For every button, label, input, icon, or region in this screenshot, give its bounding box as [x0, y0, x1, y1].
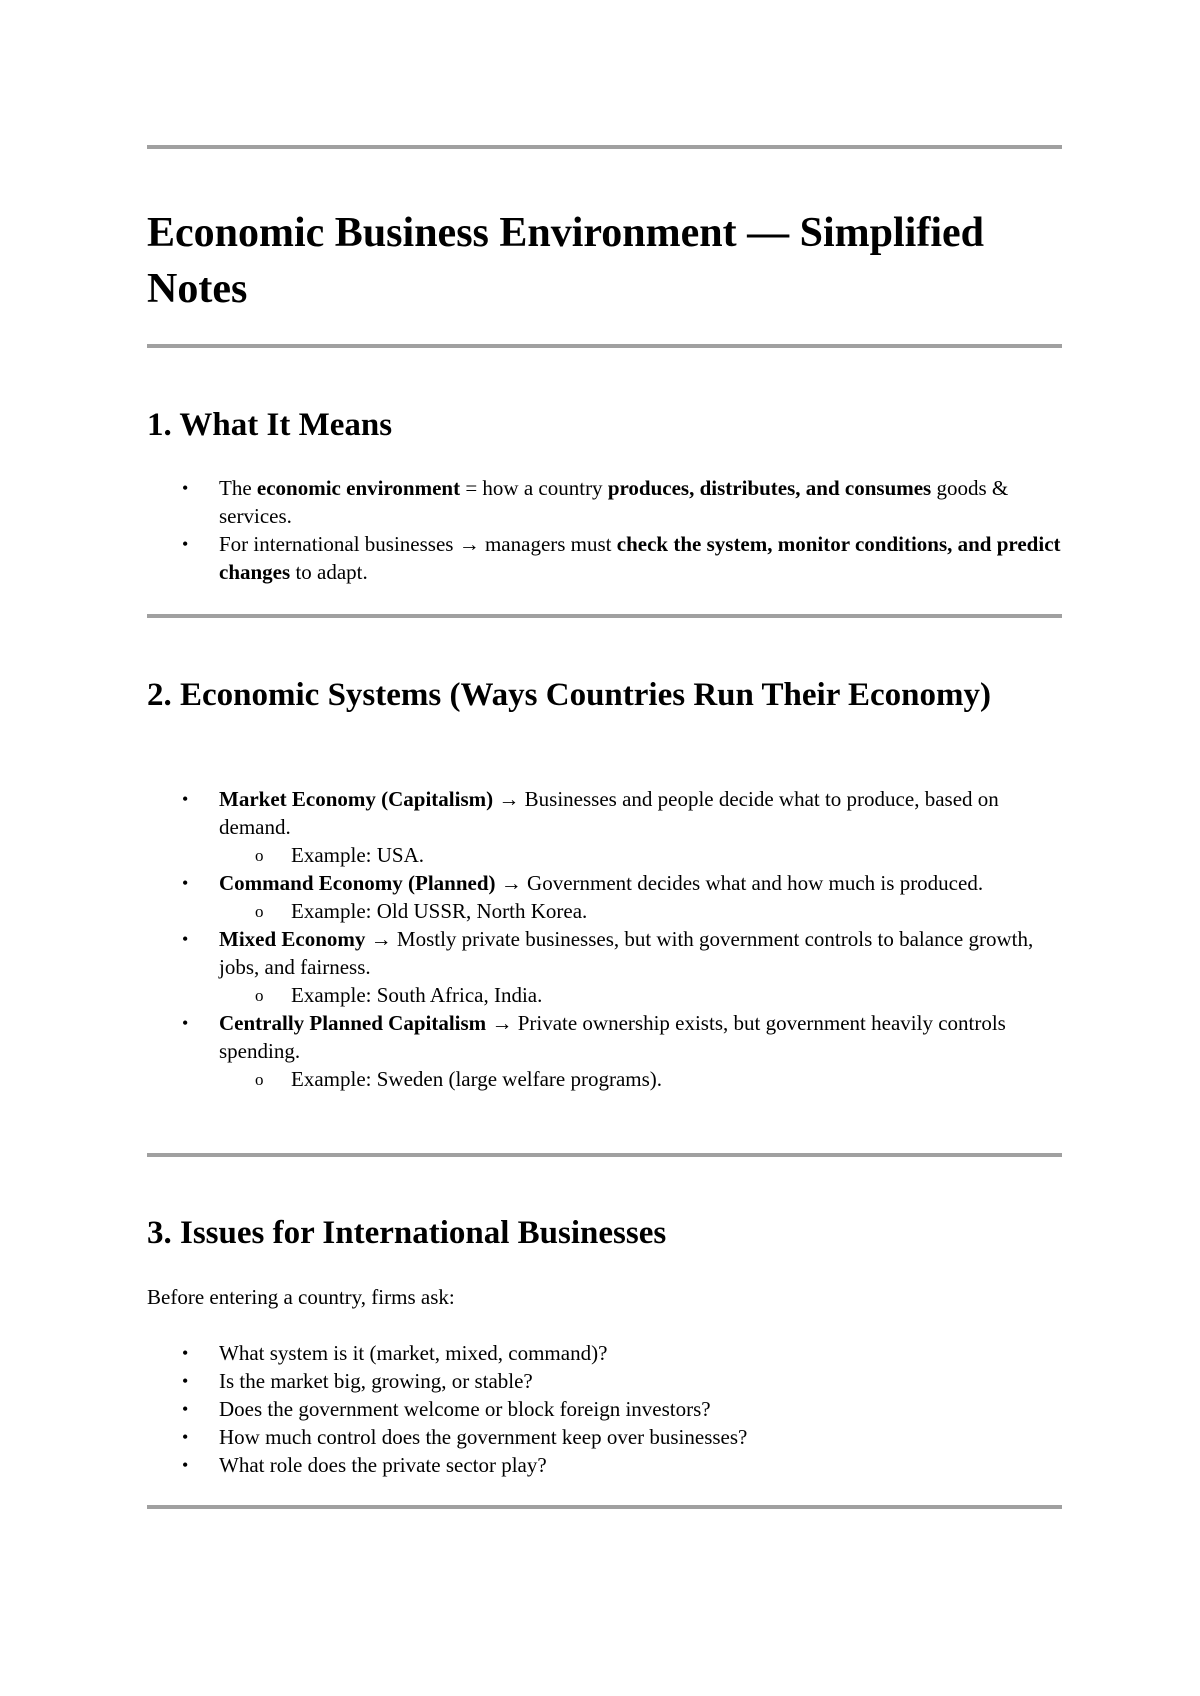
economy-term: Mixed Economy	[219, 927, 366, 951]
list-item	[147, 785, 1062, 869]
section-heading-issues: 3. Issues for International Businesses	[147, 1215, 667, 1251]
example-text: Example: South Africa, India.	[291, 983, 543, 1007]
bullet-icon: •	[182, 1371, 189, 1391]
example-item	[219, 841, 1062, 869]
bullet-icon: •	[182, 1343, 189, 1363]
economic-systems-list	[147, 785, 1062, 1093]
example-text: Example: Sweden (large welfare programs).	[291, 1067, 663, 1091]
list-item	[147, 1451, 1062, 1479]
example-text: Example: Old USSR, North Korea.	[291, 899, 588, 923]
list-item	[147, 530, 1062, 586]
bullet-icon: •	[182, 478, 189, 498]
bullet-icon: •	[182, 873, 189, 893]
issues-intro: Before entering a country, firms ask:	[147, 1285, 455, 1309]
section-heading-what-it-means: 1. What It Means	[147, 407, 393, 443]
question-text: What role does the private sector play?	[219, 1453, 547, 1477]
bullet-icon: •	[182, 929, 189, 949]
bullet-icon: •	[182, 789, 189, 809]
economy-description: → Businesses and people decide what to produce, based on demand.	[219, 787, 999, 839]
bullet-icon: •	[182, 1427, 189, 1447]
horizontal-rule	[147, 145, 1062, 149]
bullet-icon: •	[182, 1013, 189, 1033]
sub-bullet-icon: o	[255, 1070, 264, 1089]
bullet-icon: •	[182, 1455, 189, 1475]
list-item	[147, 474, 1062, 530]
economy-term: Centrally Planned Capitalism	[219, 1011, 487, 1035]
sub-bullet-icon: o	[255, 986, 264, 1005]
list-item	[147, 925, 1062, 1009]
text-run: For international businesses → managers must	[219, 532, 617, 556]
horizontal-rule	[147, 614, 1062, 618]
bold-text: economic environment	[256, 476, 461, 500]
text-run: goods & services.	[219, 476, 1009, 528]
question-text: Is the market big, growing, or stable?	[219, 1369, 533, 1393]
horizontal-rule	[147, 1153, 1062, 1157]
text-run: The	[219, 476, 257, 500]
issues-question-list	[147, 1339, 1062, 1479]
example-sublist	[219, 897, 1062, 925]
question-text: What system is it (market, mixed, command)?	[219, 1341, 608, 1365]
example-sublist	[219, 981, 1062, 1009]
list-item	[147, 1367, 1062, 1395]
economy-description: → Private ownership exists, but government heavily controls spending.	[219, 1011, 1006, 1063]
sub-bullet-icon: o	[255, 902, 264, 921]
example-sublist	[219, 841, 1062, 869]
text-run: = how a country	[460, 476, 608, 500]
list-item	[147, 1423, 1062, 1451]
list-item	[147, 869, 1062, 925]
bold-text: check the system, monitor conditions, and predict changes	[219, 532, 1061, 584]
text-run: to adapt.	[290, 560, 368, 584]
horizontal-rule	[147, 344, 1062, 348]
example-item	[219, 897, 1062, 925]
example-sublist	[219, 1065, 1062, 1093]
example-item	[219, 981, 1062, 1009]
economy-description: → Mostly private businesses, but with government controls to balance growth, jobs, and fairness.	[219, 927, 1034, 979]
question-text: Does the government welcome or block foreign investors?	[219, 1397, 711, 1421]
list-item	[147, 1395, 1062, 1423]
sub-bullet-icon: o	[255, 846, 264, 865]
example-item	[219, 1065, 1062, 1093]
section-heading-economic-systems: 2. Economic Systems (Ways Countries Run Their Economy)	[147, 677, 991, 713]
bold-text: produces, distributes, and consumes	[607, 476, 932, 500]
question-text: How much control does the government keep over businesses?	[219, 1425, 748, 1449]
horizontal-rule	[147, 1505, 1062, 1509]
economy-term: Market Economy (Capitalism)	[219, 787, 494, 811]
page-title: Economic Business Environment — Simplified Notes	[147, 210, 985, 312]
list-item	[147, 1339, 1062, 1367]
example-text: Example: USA.	[291, 843, 424, 867]
bullet-icon: •	[182, 534, 189, 554]
what-it-means-list	[147, 474, 1062, 586]
list-item	[147, 1009, 1062, 1093]
economy-term: Command Economy (Planned)	[219, 871, 496, 895]
bullet-icon: •	[182, 1399, 189, 1419]
economy-description: → Government decides what and how much is produced.	[495, 871, 984, 895]
